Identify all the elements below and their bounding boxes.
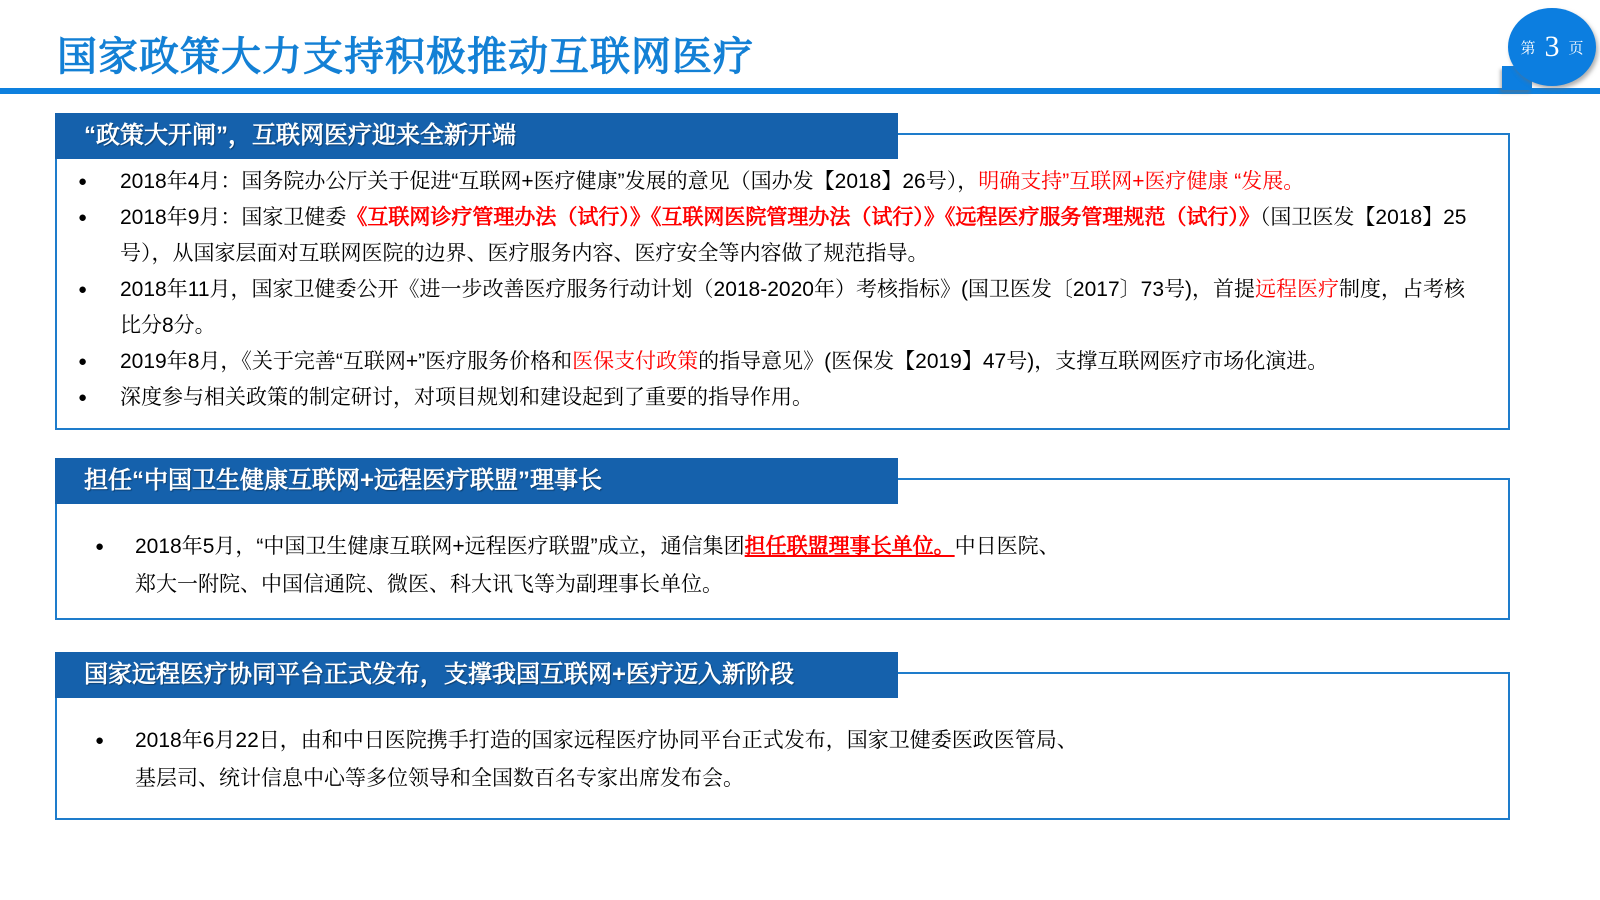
text-segment: 2018年9月：国家卫健委 bbox=[120, 206, 347, 229]
bullet-list bbox=[55, 528, 1510, 604]
text-segment: 郑大一附院、中国信通院、微医、科大讯飞等为副理事长单位。 bbox=[135, 573, 723, 596]
badge-suffix: 页 bbox=[1568, 39, 1584, 57]
bullet-marker-icon: ● bbox=[78, 281, 88, 298]
text-segment: 2018年5月，“中国卫生健康互联网+远程医疗联盟”成立，通信集团 bbox=[135, 535, 745, 558]
title-underline-rule bbox=[0, 88, 1600, 94]
badge-page-number: 3 bbox=[1544, 30, 1560, 63]
text-segment: 《互联网诊疗管理办法（试行）》《互联网医院管理办法（试行）》《远程医疗服务管理规范（试行）》 bbox=[346, 206, 1260, 229]
section-alliance-chairman bbox=[55, 458, 1510, 620]
section-header-bar: 担任“中国卫生健康互联网+远程医疗联盟”理事长 bbox=[55, 458, 898, 504]
text-segment: 深度参与相关政策的制定研讨，对项目规划和建设起到了重要的指导作用。 bbox=[120, 386, 813, 409]
bullet-item bbox=[55, 528, 1510, 604]
text-segment: 担任联盟理事长单位。 bbox=[744, 535, 955, 558]
text-segment: 基层司、统计信息中心等多位领导和全国数百名专家出席发布会。 bbox=[135, 767, 744, 790]
text-segment: 制度，占考核比分8分。 bbox=[120, 278, 1466, 337]
bullet-marker-icon: ● bbox=[78, 353, 88, 370]
bullet-marker-icon: ● bbox=[95, 732, 105, 749]
bullet-item bbox=[55, 722, 1510, 798]
text-segment: （国卫医发【2018】25号），从国家层面对互联网医院的边界、医疗服务内容、医疗安全等内容做了规范指导。 bbox=[120, 206, 1467, 265]
text-segment: 2018年6月22日，由和中日医院携手打造的国家远程医疗协同平台正式发布，国家卫健委医政医管局、 bbox=[135, 729, 1078, 752]
badge-prefix: 第 bbox=[1520, 39, 1536, 57]
bullet-item bbox=[55, 344, 1510, 380]
text-segment: 2018年11月，国家卫健委公开《进一步改善医疗服务行动计划（2018-2020年）考核指标》(国卫医发〔2017〕73号)，首提 bbox=[120, 278, 1256, 301]
text-segment: 明确支持”互联网+医疗健康 “发展。 bbox=[978, 170, 1305, 193]
text-segment: 2018年4月：国务院办公厅关于促进“互联网+医疗健康”发展的意见（国办发【2018】26号）， bbox=[120, 170, 979, 193]
text-segment: 医保支付政策 bbox=[572, 350, 699, 373]
section-telemedicine-platform bbox=[55, 652, 1510, 820]
page-title: 国家政策大力支持积极推动互联网医疗 bbox=[57, 35, 754, 79]
section-header-bar: 国家远程医疗协同平台正式发布，支撑我国互联网+医疗迈入新阶段 bbox=[55, 652, 898, 698]
bullet-list bbox=[55, 722, 1510, 798]
page-number-badge bbox=[1508, 8, 1596, 86]
bullet-item bbox=[55, 272, 1510, 344]
bullet-marker-icon: ● bbox=[95, 538, 105, 555]
bullet-marker-icon: ● bbox=[78, 209, 88, 226]
bullet-item bbox=[55, 200, 1510, 272]
bullet-marker-icon: ● bbox=[78, 173, 88, 190]
text-segment: 2019年8月，《关于完善“互联网+”医疗服务价格和 bbox=[120, 350, 573, 373]
bullet-list bbox=[55, 164, 1510, 416]
text-segment: 中日医院、 bbox=[954, 535, 1060, 558]
section-policy-opening bbox=[55, 113, 1510, 430]
bullet-item bbox=[55, 164, 1510, 200]
bullet-marker-icon: ● bbox=[78, 389, 88, 406]
bullet-item bbox=[55, 380, 1510, 416]
text-segment: 的指导意见》(医保发【2019】47号)，支撑互联网医疗市场化演进。 bbox=[698, 350, 1329, 373]
text-segment: 远程医疗 bbox=[1255, 278, 1340, 301]
section-header-bar: “政策大开闸”，互联网医疗迎来全新开端 bbox=[55, 113, 898, 159]
